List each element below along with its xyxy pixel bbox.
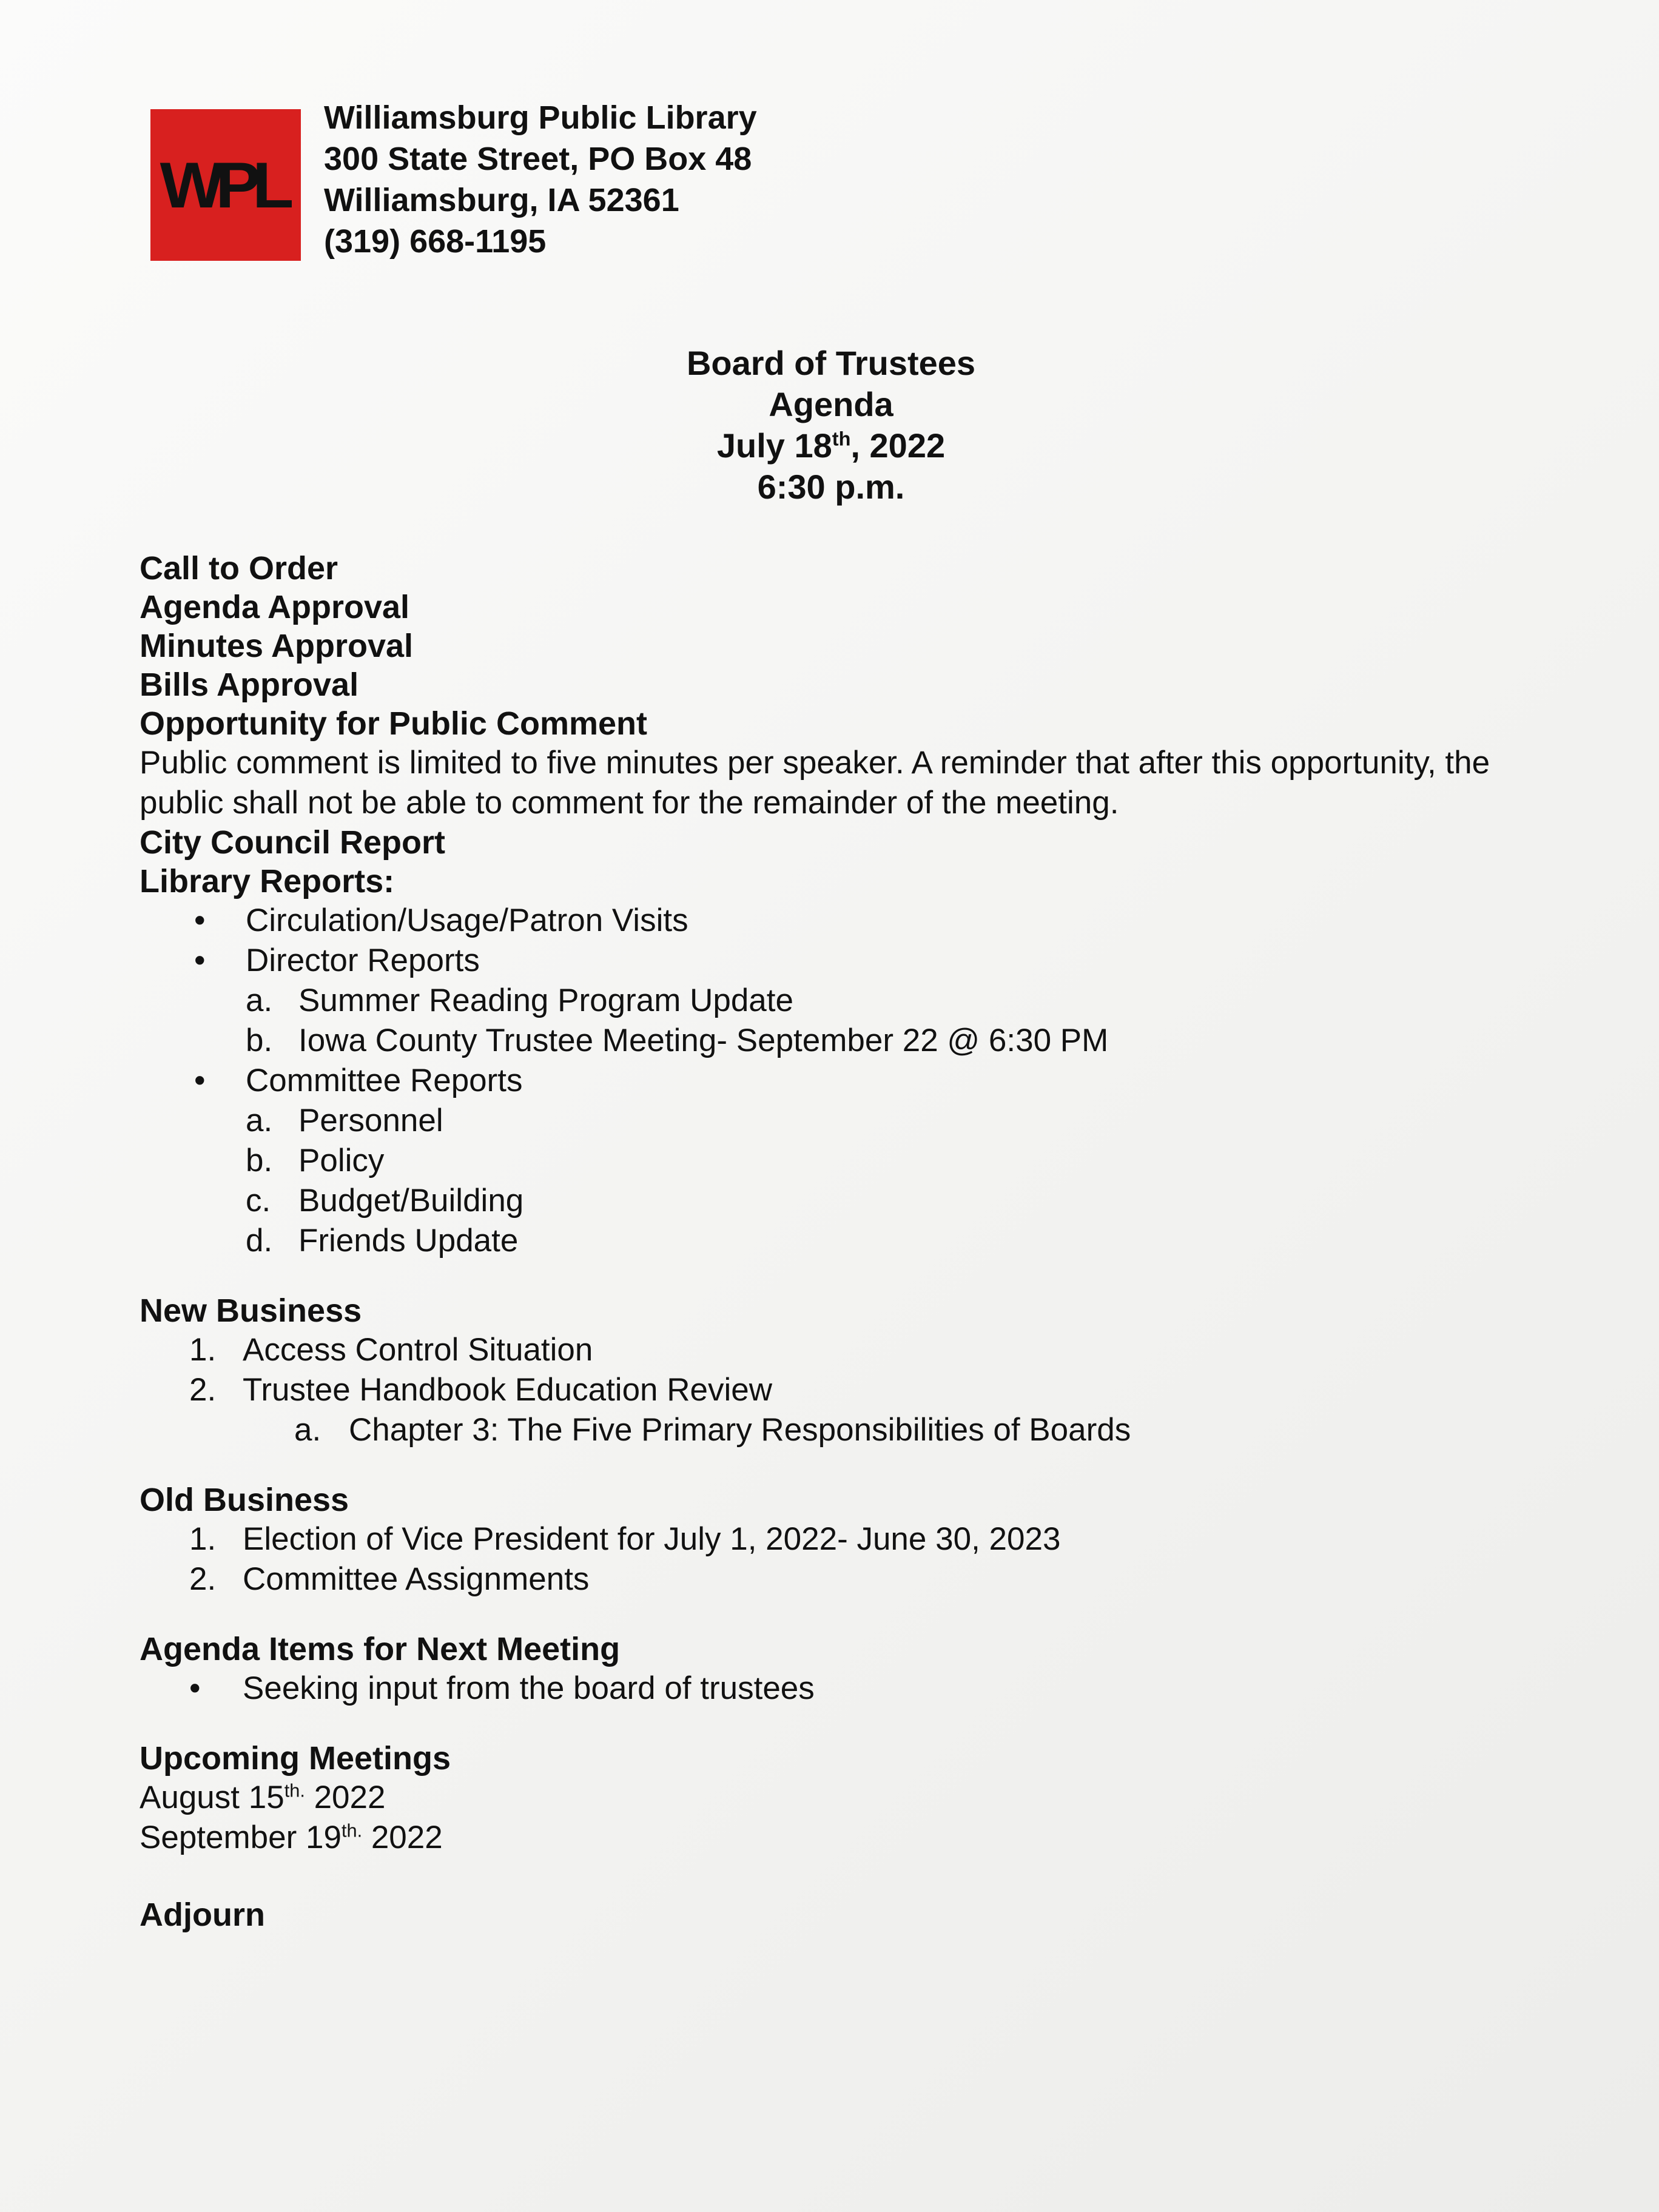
- agenda-subtitle: Agenda: [769, 385, 893, 423]
- agenda-body: [140, 549, 1547, 1934]
- list-item: [140, 1330, 1547, 1370]
- bullet-icon: •: [194, 1063, 206, 1098]
- minutes-approval: Minutes Approval: [140, 628, 414, 664]
- public-comment-heading: Opportunity for Public Comment: [140, 705, 647, 742]
- spacer: [140, 1599, 1547, 1630]
- logo-text: WPL: [160, 149, 286, 221]
- list-marker: d.: [246, 1223, 273, 1259]
- director-item-text: Summer Reading Program Update: [298, 983, 793, 1018]
- director-item-text: Iowa County Trustee Meeting- September 22 @ 6:30 PM: [298, 1023, 1109, 1058]
- list-item: [140, 1519, 1547, 1559]
- upcoming-date-year: 2022: [362, 1820, 443, 1855]
- letterhead: [324, 97, 757, 262]
- list-item: [140, 1181, 1547, 1221]
- upcoming-date-ordinal: th.: [341, 1820, 363, 1841]
- spacer: [140, 1858, 1547, 1895]
- list-item: [140, 981, 1547, 1021]
- spacer: [140, 1709, 1547, 1739]
- spacer: [140, 1450, 1547, 1481]
- library-street: 300 State Street, PO Box 48: [324, 141, 752, 177]
- meeting-date-prefix: July 18: [716, 426, 832, 465]
- list-marker: 1.: [189, 1521, 217, 1557]
- circulation-item: Circulation/Usage/Patron Visits: [246, 903, 688, 938]
- list-marker: 2.: [189, 1372, 217, 1408]
- library-phone: (319) 668-1195: [324, 223, 547, 260]
- list-item: [140, 1559, 1547, 1599]
- old-business-item-text: Election of Vice President for July 1, 2022- June 30, 2023: [243, 1521, 1061, 1557]
- list-item: [140, 1101, 1547, 1141]
- city-council-report: City Council Report: [140, 824, 446, 861]
- upcoming-date-text: September 19: [140, 1820, 342, 1855]
- list-item: [140, 1669, 1547, 1709]
- committee-item-text: Personnel: [298, 1103, 443, 1138]
- agenda-approval: Agenda Approval: [140, 589, 410, 625]
- list-marker: 1.: [189, 1332, 217, 1368]
- next-meeting-item: Seeking input from the board of trustees: [243, 1670, 815, 1706]
- meeting-date-ordinal: th: [832, 428, 851, 450]
- upcoming-date-ordinal: th.: [284, 1780, 305, 1801]
- old-business-item-text: Committee Assignments: [243, 1561, 590, 1597]
- list-item: [140, 1021, 1547, 1061]
- committee-reports-item: Committee Reports: [246, 1063, 523, 1098]
- adjourn: Adjourn: [140, 1897, 265, 1933]
- upcoming-meetings-heading: Upcoming Meetings: [140, 1740, 451, 1777]
- bills-approval: Bills Approval: [140, 667, 359, 703]
- list-item: [140, 1370, 1547, 1410]
- bullet-icon: •: [194, 903, 206, 938]
- list-marker: a.: [246, 983, 273, 1018]
- list-marker: b.: [246, 1143, 273, 1178]
- meeting-date: [649, 425, 1013, 466]
- new-business-item-text: Access Control Situation: [243, 1332, 593, 1368]
- meeting-date-year: , 2022: [850, 426, 946, 465]
- committee-item-text: Friends Update: [298, 1223, 519, 1259]
- spacer: [140, 1261, 1547, 1291]
- list-marker: c.: [246, 1183, 271, 1219]
- list-marker: b.: [246, 1023, 273, 1058]
- list-marker: a.: [246, 1103, 273, 1138]
- list-item: [140, 1061, 1547, 1101]
- list-item: [140, 1141, 1547, 1181]
- committee-item-text: Budget/Building: [298, 1183, 524, 1219]
- list-item: [140, 901, 1547, 941]
- bullet-icon: •: [194, 943, 206, 978]
- list-marker: a.: [294, 1412, 321, 1448]
- board-title: Board of Trustees: [686, 344, 976, 382]
- library-logo: [150, 109, 301, 261]
- library-name: Williamsburg Public Library: [324, 99, 757, 136]
- bullet-icon: •: [189, 1670, 201, 1706]
- list-marker: 2.: [189, 1561, 217, 1597]
- list-item: [140, 1221, 1547, 1261]
- new-business-heading: New Business: [140, 1293, 362, 1329]
- call-to-order: Call to Order: [140, 550, 338, 587]
- upcoming-date-text: August 15: [140, 1780, 284, 1815]
- list-item: [140, 941, 1547, 981]
- library-reports-heading: Library Reports:: [140, 863, 395, 899]
- director-reports-item: Director Reports: [246, 943, 480, 978]
- meeting-time: 6:30 p.m.: [757, 468, 905, 506]
- old-business-heading: Old Business: [140, 1482, 349, 1518]
- upcoming-date: [140, 1818, 1547, 1858]
- new-business-subitem-text: Chapter 3: The Five Primary Responsibilities of Boards: [349, 1412, 1131, 1448]
- agenda-title-block: [649, 343, 1013, 508]
- new-business-item-text: Trustee Handbook Education Review: [243, 1372, 773, 1408]
- upcoming-date: [140, 1778, 1547, 1818]
- library-city: Williamsburg, IA 52361: [324, 182, 679, 218]
- upcoming-date-year: 2022: [305, 1780, 386, 1815]
- next-meeting-heading: Agenda Items for Next Meeting: [140, 1631, 621, 1667]
- list-item: [140, 1410, 1547, 1450]
- committee-item-text: Policy: [298, 1143, 385, 1178]
- public-comment-text: Public comment is limited to five minutes per speaker. A reminder that after this opportunity, the public shall not be able to comment for the remainder of the meeting.: [140, 745, 1490, 821]
